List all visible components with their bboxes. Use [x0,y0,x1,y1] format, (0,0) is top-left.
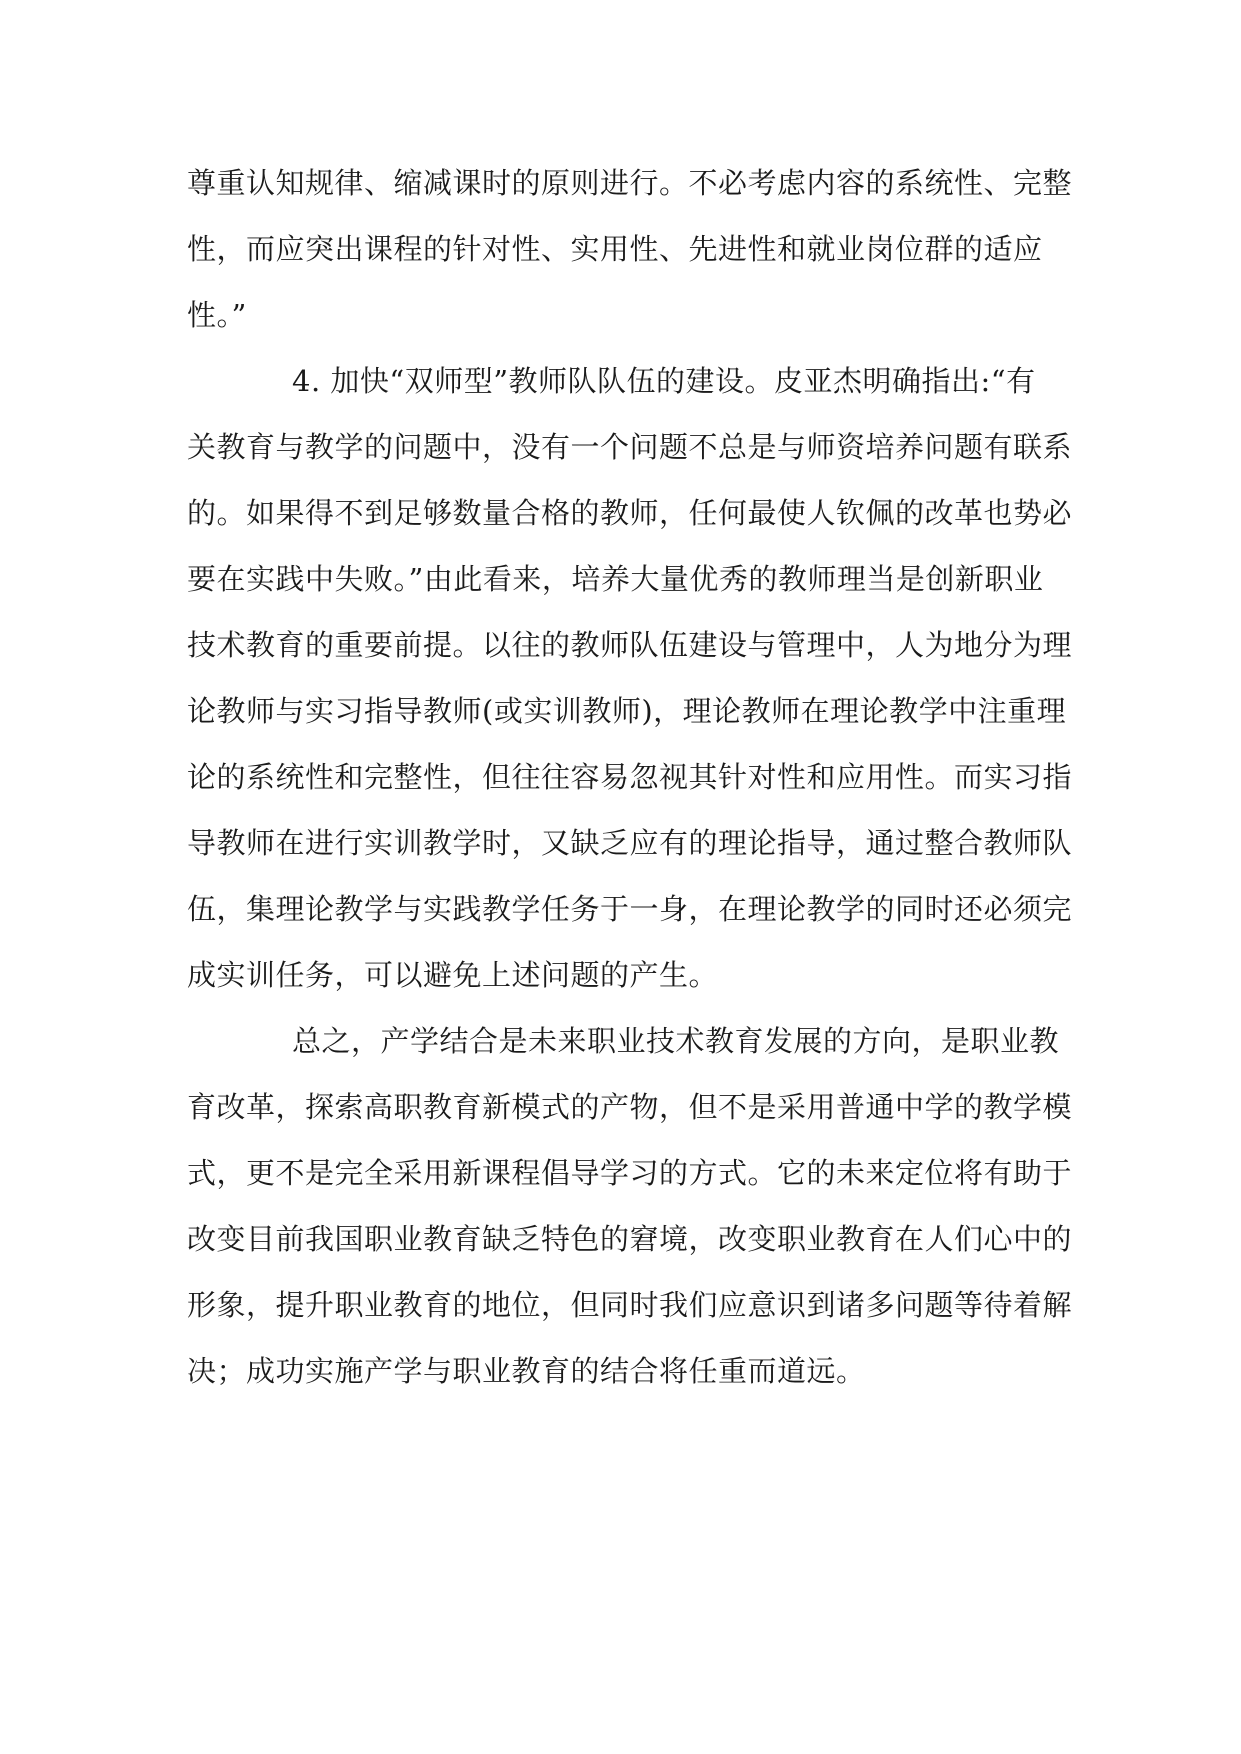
text-line: 关教育与教学的问题中，没有一个问题不总是与师资培养问题有联系 [187,430,1073,464]
text-line: 改变目前我国职业教育缺乏特色的窘境，改变职业教育在人们心中的 [187,1222,1073,1256]
text-line: 技术教育的重要前提。以往的教师队伍建设与管理中，人为地分为理 [187,628,1073,662]
text-line: 论教师与实习指导教师(或实训教师)，理论教师在理论教学中注重理 [187,694,1067,728]
text-line: 导教师在进行实训教学时，又缺乏应有的理论指导，通过整合教师队 [187,826,1073,860]
text-line: 要在实践中失败。”由此看来，培养大量优秀的教师理当是创新职业 [187,562,1044,596]
text-line: 的。如果得不到足够数量合格的教师，任何最使人钦佩的改革也势必 [187,496,1073,530]
text-line: 尊重认知规律、缩减课时的原则进行。不必考虑内容的系统性、完整 [187,166,1073,200]
text-line: 育改革，探索高职教育新模式的产物，但不是采用普通中学的教学模 [187,1090,1073,1124]
text-line: 伍，集理论教学与实践教学任务于一身，在理论教学的同时还必须完 [187,892,1073,926]
text-line: 式，更不是完全采用新课程倡导学习的方式。它的未来定位将有助于 [187,1156,1073,1190]
text-line: 4. 加快“双师型”教师队队伍的建设。皮亚杰明确指出:“有 [292,364,1036,398]
text-line: 性。” [187,298,247,332]
text-line: 决；成功实施产学与职业教育的结合将任重而道远。 [187,1354,866,1388]
text-line: 成实训任务，可以避免上述问题的产生。 [187,958,719,992]
text-line: 总之，产学结合是未来职业技术教育发展的方向，是职业教 [292,1024,1060,1058]
text-line: 形象，提升职业教育的地位，但同时我们应意识到诸多问题等待着解 [187,1288,1073,1322]
text-line: 性，而应突出课程的针对性、实用性、先进性和就业岗位群的适应 [187,232,1043,266]
text-line: 论的系统性和完整性，但往往容易忽视其针对性和应用性。而实习指 [187,760,1073,794]
